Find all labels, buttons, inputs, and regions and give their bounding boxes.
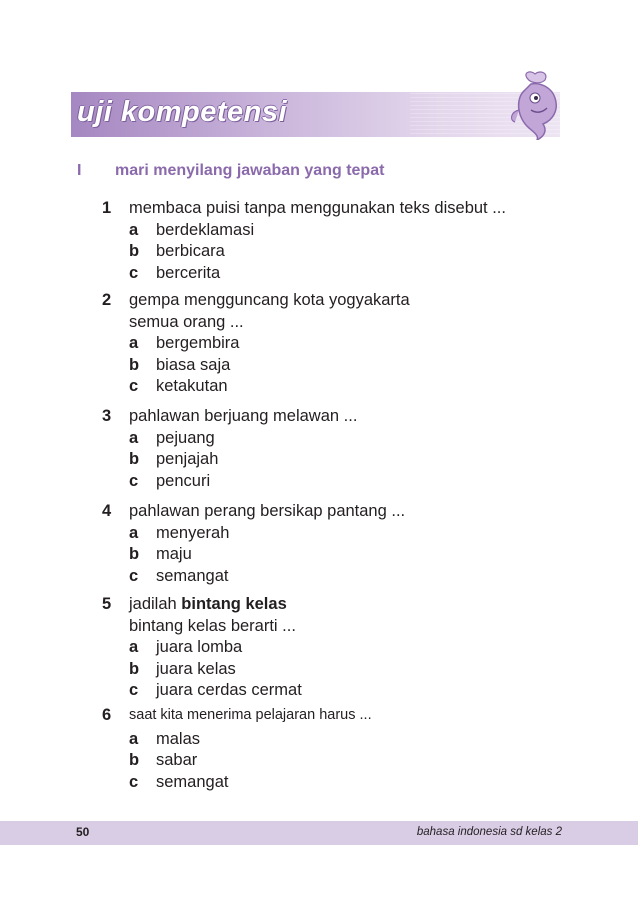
question-4 xyxy=(102,501,405,587)
question-1 xyxy=(102,198,506,284)
option-a[interactable]: a juara lomba xyxy=(129,638,243,656)
page-number: 50 xyxy=(76,825,90,839)
option-c[interactable]: c semangat xyxy=(129,772,229,791)
option-b[interactable]: b maju xyxy=(129,545,192,563)
question-6 xyxy=(102,705,372,793)
section-heading xyxy=(77,162,384,180)
option-a[interactable]: a malas xyxy=(129,729,201,748)
book-title: bahasa indonesia sd kelas 2 xyxy=(416,826,562,838)
option-c[interactable]: c ketakutan xyxy=(129,377,228,395)
option-c[interactable]: c juara cerdas cermat xyxy=(129,681,302,699)
question-5 xyxy=(102,594,302,702)
option-a[interactable]: a menyerah xyxy=(129,523,230,542)
question-number: 2 xyxy=(102,291,112,309)
option-c[interactable]: c semangat xyxy=(129,566,229,585)
question-number: 6 xyxy=(102,706,112,724)
question-text: gempa mengguncang kota yogyakarta xyxy=(129,291,410,309)
question-text: membaca puisi tanpa menggunakan teks disebut ... xyxy=(129,199,506,217)
question-number: 4 xyxy=(102,502,112,520)
section-title: mari menyilang jawaban yang tepat xyxy=(115,162,385,179)
option-b[interactable]: b biasa saja xyxy=(129,355,231,374)
page-footer xyxy=(0,821,638,845)
option-c[interactable]: c pencuri xyxy=(129,471,211,490)
option-b[interactable]: b penjajah xyxy=(129,450,219,468)
question-text: saat kita menerima pelajaran harus ... xyxy=(129,707,372,723)
option-a[interactable]: a bergembira xyxy=(129,334,240,352)
question-2 xyxy=(102,290,410,398)
question-text: pahlawan berjuang melawan ... xyxy=(129,407,358,425)
section-number: I xyxy=(77,162,82,179)
option-b[interactable]: b juara kelas xyxy=(129,659,236,678)
option-c[interactable]: c bercerita xyxy=(129,263,221,282)
question-number: 5 xyxy=(102,595,112,613)
question-text-line-2: bintang kelas berarti ... xyxy=(129,616,296,635)
question-text: jadilah bintang kelas xyxy=(129,595,287,613)
banner-title: uji kompetensi xyxy=(77,96,288,128)
option-b[interactable]: b berbicara xyxy=(129,242,225,260)
question-text-line-2: semua orang ... xyxy=(129,312,244,331)
emphasis-text: bintang kelas xyxy=(181,595,287,613)
section-banner xyxy=(71,92,560,137)
question-3 xyxy=(102,406,357,492)
question-number: 1 xyxy=(102,199,112,217)
question-text: pahlawan perang bersikap pantang ... xyxy=(129,502,406,520)
option-b[interactable]: b sabar xyxy=(129,751,198,769)
dolphin-mascot-icon xyxy=(505,70,567,140)
question-number: 3 xyxy=(102,407,112,425)
option-a[interactable]: a pejuang xyxy=(129,428,215,447)
option-a[interactable]: a berdeklamasi xyxy=(129,220,255,239)
